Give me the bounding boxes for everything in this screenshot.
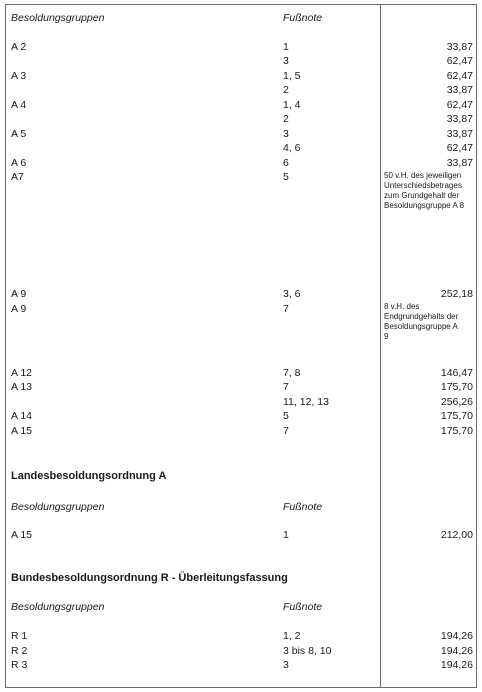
row-footnote: 7 — [283, 303, 289, 315]
row-footnote: 3, 6 — [283, 288, 301, 300]
row-footnote: 6 — [283, 157, 289, 169]
row-group: A 2 — [11, 41, 27, 53]
row-footnote: 2 — [283, 84, 289, 96]
row-group: A 15 — [11, 425, 33, 437]
row-value: 175,70 — [440, 425, 473, 437]
row-value: 194,26 — [440, 645, 473, 657]
row-group: A 9 — [11, 288, 27, 300]
row-value: 194,26 — [440, 630, 473, 642]
row-group: A 12 — [11, 367, 33, 379]
row-footnote: 11, 12, 13 — [283, 396, 329, 408]
row-footnote: 3 bis 8, 10 — [283, 645, 332, 657]
row-footnote: 1 — [283, 41, 289, 53]
row-group: R 3 — [11, 659, 28, 671]
row-group: R 1 — [11, 630, 28, 642]
row-footnote: 3 — [283, 659, 289, 671]
row-group: A 3 — [11, 70, 27, 82]
section-title-landesbesoldungsordnung-a: Landesbesoldungsordnung A — [11, 470, 167, 482]
row-value: 62,47 — [446, 142, 473, 154]
header-fussnote: Fußnote — [283, 601, 323, 613]
note-a9: 8 v.H. des Endgrundgehalts der Besoldungsgruppe A 9 — [384, 302, 459, 341]
row-footnote: 1 — [283, 529, 289, 541]
row-value: 62,47 — [446, 55, 473, 67]
row-value: 33,87 — [446, 113, 473, 125]
row-value: 33,87 — [446, 41, 473, 53]
row-footnote: 3 — [283, 128, 289, 140]
row-group: A 14 — [11, 410, 33, 422]
row-group: A 13 — [11, 381, 33, 393]
row-value: 256,26 — [440, 396, 473, 408]
row-value: 33,87 — [446, 157, 473, 169]
row-footnote: 1, 5 — [283, 70, 301, 82]
header-fussnote: Fußnote — [283, 12, 323, 24]
header-besoldungsgruppen: Besoldungsgruppen — [11, 501, 105, 513]
row-group: A 6 — [11, 157, 27, 169]
row-group: A 9 — [11, 303, 27, 315]
row-group: A 5 — [11, 128, 27, 140]
note-a7: 50 v.H. des jeweiligen Unterschiedsbetrages zum Grundgehalt der Besoldungsgruppe A 8 — [384, 171, 465, 210]
row-footnote: 3 — [283, 55, 289, 67]
table-frame — [5, 4, 477, 688]
row-footnote: 1, 4 — [283, 99, 301, 111]
section-title-bundesbesoldungsordnung-r: Bundesbesoldungsordnung R - Überleitungsfassung — [11, 572, 288, 584]
row-value: 212,00 — [440, 529, 473, 541]
row-footnote: 7 — [283, 425, 289, 437]
row-group: R 2 — [11, 645, 28, 657]
row-group: A 4 — [11, 99, 27, 111]
row-value: 33,87 — [446, 84, 473, 96]
row-value: 62,47 — [446, 70, 473, 82]
row-group: A7 — [11, 171, 24, 183]
row-value: 175,70 — [440, 410, 473, 422]
row-value: 33,87 — [446, 128, 473, 140]
row-footnote: 5 — [283, 171, 289, 183]
row-value: 62,47 — [446, 99, 473, 111]
row-value: 194,26 — [440, 659, 473, 671]
row-value: 175,70 — [440, 381, 473, 393]
row-footnote: 1, 2 — [283, 630, 301, 642]
header-besoldungsgruppen: Besoldungsgruppen — [11, 12, 105, 24]
row-value: 146,47 — [440, 367, 473, 379]
header-besoldungsgruppen: Besoldungsgruppen — [11, 601, 105, 613]
row-value: 252,18 — [440, 288, 473, 300]
row-group: A 15 — [11, 529, 33, 541]
row-footnote: 5 — [283, 410, 289, 422]
row-footnote: 7, 8 — [283, 367, 301, 379]
row-footnote: 4, 6 — [283, 142, 301, 154]
row-footnote: 2 — [283, 113, 289, 125]
header-fussnote: Fußnote — [283, 501, 323, 513]
column-divider — [380, 4, 381, 688]
row-footnote: 7 — [283, 381, 289, 393]
